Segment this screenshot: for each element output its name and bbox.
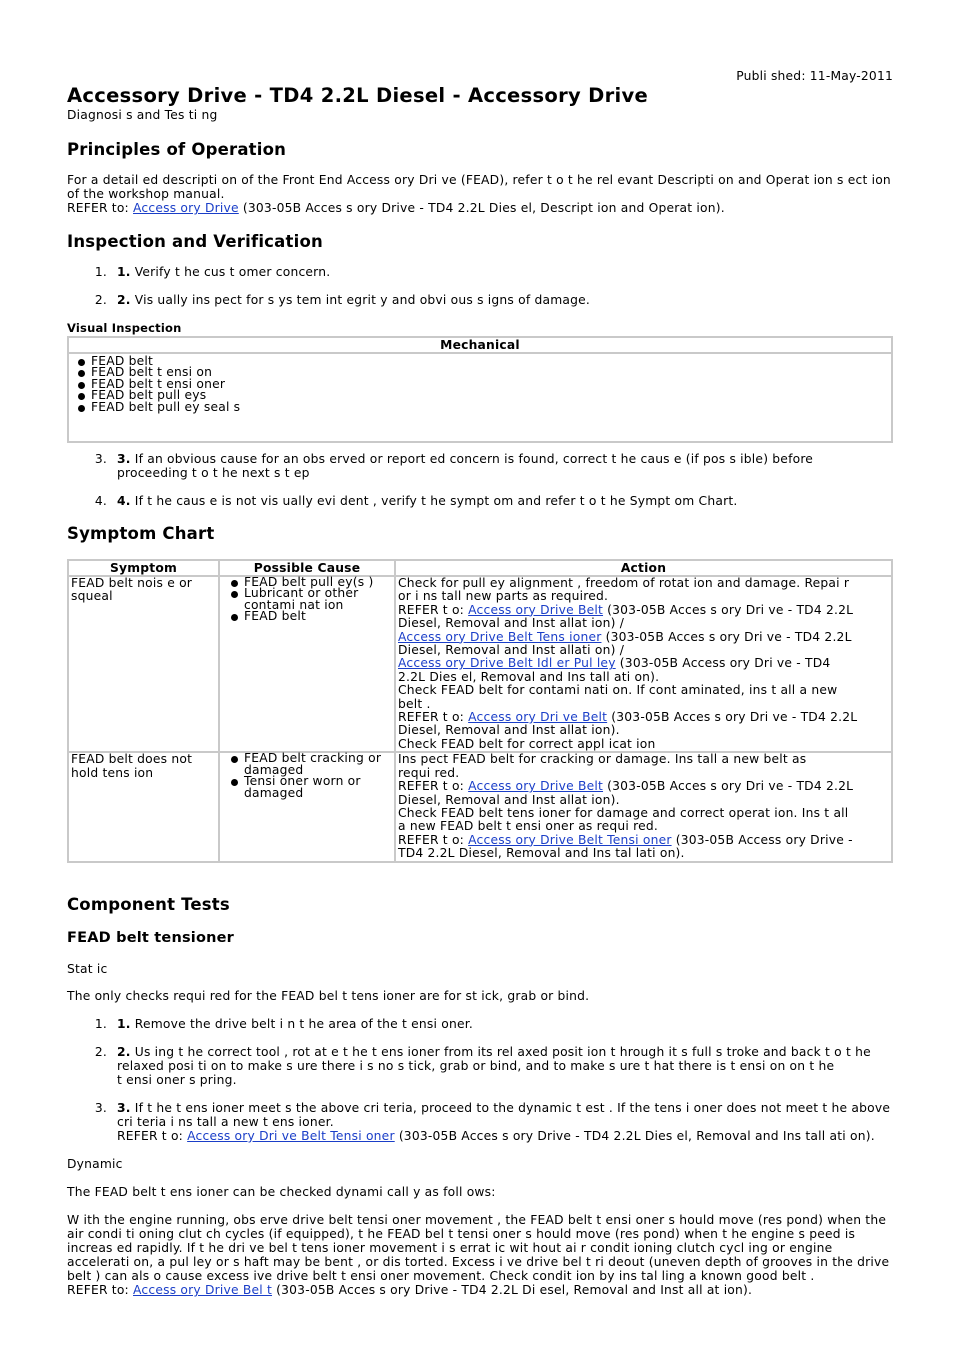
inspection-step-1 <box>117 265 330 279</box>
dynamic-paragraph <box>67 1213 889 1297</box>
action-text: a new FEAD belt t ensi oner as requi red. <box>398 819 658 834</box>
principles-refer <box>67 201 725 215</box>
action-refer <box>398 834 889 847</box>
step-bold: 4. <box>117 494 131 508</box>
refer-prefix: REFER t o: <box>398 602 465 617</box>
cause-list <box>222 577 392 623</box>
cause-list <box>222 753 392 799</box>
list-item: Lubricant or other contami nat ion <box>226 588 392 611</box>
action-text: TD4 2.2L Diesel, Removal and Ins tal lati on). <box>398 846 685 861</box>
inspection-step-3 <box>117 452 813 480</box>
refer-prefix: REFER to: <box>67 201 129 215</box>
action-text: Diesel, Removal and Inst allati on) / <box>398 643 625 658</box>
action-text: Check FEAD belt for contami nati on. If cont aminated, ins t all a new <box>398 683 838 698</box>
belt-link[interactable]: Access ory Drive Belt <box>468 602 604 617</box>
list-item: FEAD belt pull ey seal s <box>73 402 891 413</box>
symptom-table <box>67 559 893 863</box>
step-text: If an obvious cause for an obs erved or report ed concern is found, correct t he caus e (if pos s ible) before <box>134 452 814 466</box>
col-action-header: Action <box>395 560 892 576</box>
refer-suffix: (303-05B Acces s ory Drive - TD4 2.2L Dies el, Descript ion and Operat ion). <box>242 201 725 215</box>
published-date: Publi shed: 11-May-2011 <box>736 69 893 83</box>
belt-link[interactable]: Access ory Drive Bel t <box>133 1283 273 1297</box>
step-number: 1. <box>94 265 107 279</box>
action-text: requi red. <box>398 765 460 780</box>
step-text-cont: t ensi oner s pring. <box>117 1073 237 1087</box>
belt-tensioner-link[interactable]: Access ory Drive Belt Tensi oner <box>468 832 672 847</box>
accessory-drive-link[interactable]: Access ory Drive <box>133 201 239 215</box>
refer-prefix: REFER t o: <box>398 832 465 847</box>
symptom-heading: Symptom Chart <box>67 524 215 543</box>
paragraph-line: W ith the engine running, obs erve drive belt tensi oner movement , the FEAD belt t ensi oner s hould move (res pond) when the <box>67 1213 887 1227</box>
refer-suffix: (303-05B Acces s ory Dri ve - TD4 2.2L <box>605 629 852 644</box>
principles-line2: of the workshop manual. <box>67 187 225 201</box>
list-item: FEAD belt pull ey(s ) <box>226 577 392 588</box>
refer-prefix: REFER t o: <box>398 710 465 725</box>
step-text-cont: relaxed posi ti on to make s ure there i s no s tick, grab or bind, and to make s ure t hat there is t ensi on on t he <box>117 1059 835 1073</box>
action-refer <box>398 631 889 644</box>
step-number: 1. <box>94 1017 107 1031</box>
paragraph-refer <box>67 1283 889 1297</box>
step-text: If t he caus e is not vis ually evi dent , verify t he sympt om and refer t o t he Sympt om Chart. <box>134 494 738 508</box>
principles-line1: For a detail ed descripti on of the Front End Access ory Dri ve (FEAD), refer t o t he rel evant Descripti on and Operat ion s ect ion <box>67 173 891 187</box>
list-item: FEAD belt pull eys <box>73 390 891 401</box>
mechanical-table <box>67 336 893 443</box>
action-refer <box>398 711 889 724</box>
list-item: Tensi oner worn or damaged <box>226 776 392 799</box>
action-text: Ins pect FEAD belt for cracking or damage. Ins tall a new belt as <box>398 752 807 767</box>
refer-prefix: REFER t o: <box>117 1129 184 1143</box>
static-step-2 <box>117 1045 871 1087</box>
cause-cell <box>219 752 395 861</box>
action-text: 2.2L Dies el, Removal and Ins tall ati on). <box>398 669 660 684</box>
visual-inspection-label: Visual Inspection <box>67 321 182 335</box>
static-intro: The only checks requi red for the FEAD bel t tens ioner are for st ick, grab or bind. <box>67 989 590 1003</box>
list-item: FEAD belt <box>226 611 392 622</box>
cause-cell <box>219 576 395 752</box>
action-text: or i ns tall new parts as required. <box>398 589 609 604</box>
paragraph-line: air condi ti oning clut ch cycles (if equipped), t he FEAD bel t tensi oner s hould move (res pond) when t he engine s peed is <box>67 1227 856 1241</box>
inspection-heading: Inspection and Verification <box>67 232 323 251</box>
step-bold: 3. <box>117 452 131 466</box>
step-text: Verify t he cus t omer concern. <box>134 265 331 279</box>
action-text: Diesel, Removal and Inst allat ion) / <box>398 616 625 631</box>
step-bold: 1. <box>117 265 131 279</box>
symptom-cell <box>68 752 219 861</box>
step-number: 4. <box>94 494 107 508</box>
action-text: belt . <box>398 696 431 711</box>
list-item: FEAD belt <box>73 356 891 367</box>
refer-suffix: (303-05B Access ory Drive - <box>675 832 853 847</box>
static-step-1 <box>117 1017 473 1031</box>
action-refer <box>398 780 889 793</box>
symptom-text: FEAD belt does not <box>71 752 193 767</box>
step-number: 3. <box>94 452 107 466</box>
step-number: 3. <box>94 1101 107 1115</box>
action-cell <box>395 576 892 752</box>
inspection-step-4 <box>117 494 737 508</box>
refer-suffix: (303-05B Acces s ory Drive - TD4 2.2L Di esel, Removal and Inst all at ion). <box>276 1283 753 1297</box>
step-text-cont: cri teria i ns tall a new t ens ioner. <box>117 1115 334 1129</box>
col-cause-header: Possible Cause <box>219 560 395 576</box>
action-cell <box>395 752 892 861</box>
component-tests-heading: Component Tests <box>67 895 230 914</box>
symptom-text: hold tens ion <box>71 765 154 780</box>
step-bold: 2. <box>117 293 131 307</box>
paragraph-line: increas ed rapidly. If t he dri ve bel t tens ioner movement i s errat ic wit hout ai r condit ioning clutch cycl ing or engine <box>67 1241 833 1255</box>
refer-suffix: (303-05B Acces s ory Dri ve - TD4 2.2L <box>607 779 854 794</box>
symptom-cell <box>68 576 219 752</box>
action-text: Check FEAD belt for correct appl icat ion <box>398 736 656 751</box>
symptom-text: squeal <box>71 589 113 604</box>
paragraph-line: belt ) can als o cause excess ive drive belt t ensi oner movement. Check condit ion by ins tal ling a known good belt . <box>67 1269 815 1283</box>
belt-tensioner-link[interactable]: Access ory Dri ve Belt Tensi oner <box>187 1129 395 1143</box>
action-refer <box>398 657 889 670</box>
step-text-cont: proceeding t o t he next s t ep <box>117 466 310 480</box>
mechanical-list <box>69 356 891 413</box>
refer-prefix: REFER t o: <box>398 779 465 794</box>
step-bold: 3. <box>117 1101 131 1115</box>
refer-suffix: (303-05B Access ory Dri ve - TD4 <box>619 656 831 671</box>
col-symptom-header: Symptom <box>68 560 219 576</box>
dynamic-label: Dynamic <box>67 1157 123 1171</box>
belt-tensioner-link[interactable]: Access ory Drive Belt Tens ioner <box>398 629 602 644</box>
table-row <box>68 752 892 861</box>
symptom-text: FEAD belt nois e or <box>71 576 193 590</box>
step-number: 2. <box>94 293 107 307</box>
static-label: Stat ic <box>67 962 108 976</box>
action-text: Check for pull ey alignment , freedom of rotat ion and damage. Repai r <box>398 576 850 590</box>
action-text: Diesel, Removal and Inst allat ion). <box>398 723 620 738</box>
action-text: Diesel, Removal and Inst allat ion). <box>398 792 620 807</box>
step-text: Us ing t he correct tool , rot at e t he t ens ioner from its rel axed posit ion t hrough it s full s troke and back t o t he <box>134 1045 871 1059</box>
paragraph-line: accelerati on, a pul ley or s haft may be bent , or dis torted. Excess i ve drive bel t ri deout (uneven depth of grooves in the drive <box>67 1255 890 1269</box>
mechanical-cell <box>68 353 892 442</box>
step-refer <box>117 1129 890 1143</box>
table-row <box>68 576 892 752</box>
dynamic-intro: The FEAD belt t ens ioner can be checked dynami call y as foll ows: <box>67 1185 496 1199</box>
step-bold: 1. <box>117 1017 131 1031</box>
page-title: Accessory Drive - TD4 2.2L Diesel - Accessory Drive <box>67 84 649 107</box>
refer-prefix: REFER to: <box>67 1283 129 1297</box>
refer-suffix: (303-05B Acces s ory Dri ve - TD4 2.2L <box>611 710 858 725</box>
list-item: FEAD belt t ensi oner <box>73 379 891 390</box>
refer-suffix: (303-05B Acces s ory Dri ve - TD4 2.2L <box>607 602 854 617</box>
idler-pulley-link[interactable]: Access ory Drive Belt Idl er Pul ley <box>398 656 616 671</box>
action-text: Check FEAD belt tens ioner for damage and correct operat ion. Ins t all <box>398 805 849 820</box>
refer-suffix: (303-05B Acces s ory Drive - TD4 2.2L Dies el, Removal and Ins tall ati on). <box>398 1129 875 1143</box>
step-number: 2. <box>94 1045 107 1059</box>
mechanical-header: Mechanical <box>68 337 892 353</box>
step-bold: 2. <box>117 1045 131 1059</box>
action-refer <box>398 604 889 617</box>
list-item: FEAD belt t ensi on <box>73 367 891 378</box>
list-item: FEAD belt cracking or damaged <box>226 753 392 776</box>
step-text: If t he t ens ioner meet s the above cri teria, proceed to the dynamic t est . If the tens i oner does not meet t he above <box>134 1101 891 1115</box>
step-text: Remove the drive belt i n t he area of the t ensi oner. <box>134 1017 473 1031</box>
belt-link[interactable]: Access ory Dri ve Belt <box>468 710 608 725</box>
inspection-step-2 <box>117 293 590 307</box>
fead-tensioner-heading: FEAD belt tensioner <box>67 930 235 946</box>
belt-link[interactable]: Access ory Drive Belt <box>468 779 604 794</box>
page-subtitle: Diagnosi s and Tes ti ng <box>67 108 218 122</box>
principles-heading: Principles of Operation <box>67 140 287 159</box>
step-text: Vis ually ins pect for s ys tem int egrit y and obvi ous s igns of damage. <box>134 293 591 307</box>
static-step-3 <box>117 1101 890 1143</box>
